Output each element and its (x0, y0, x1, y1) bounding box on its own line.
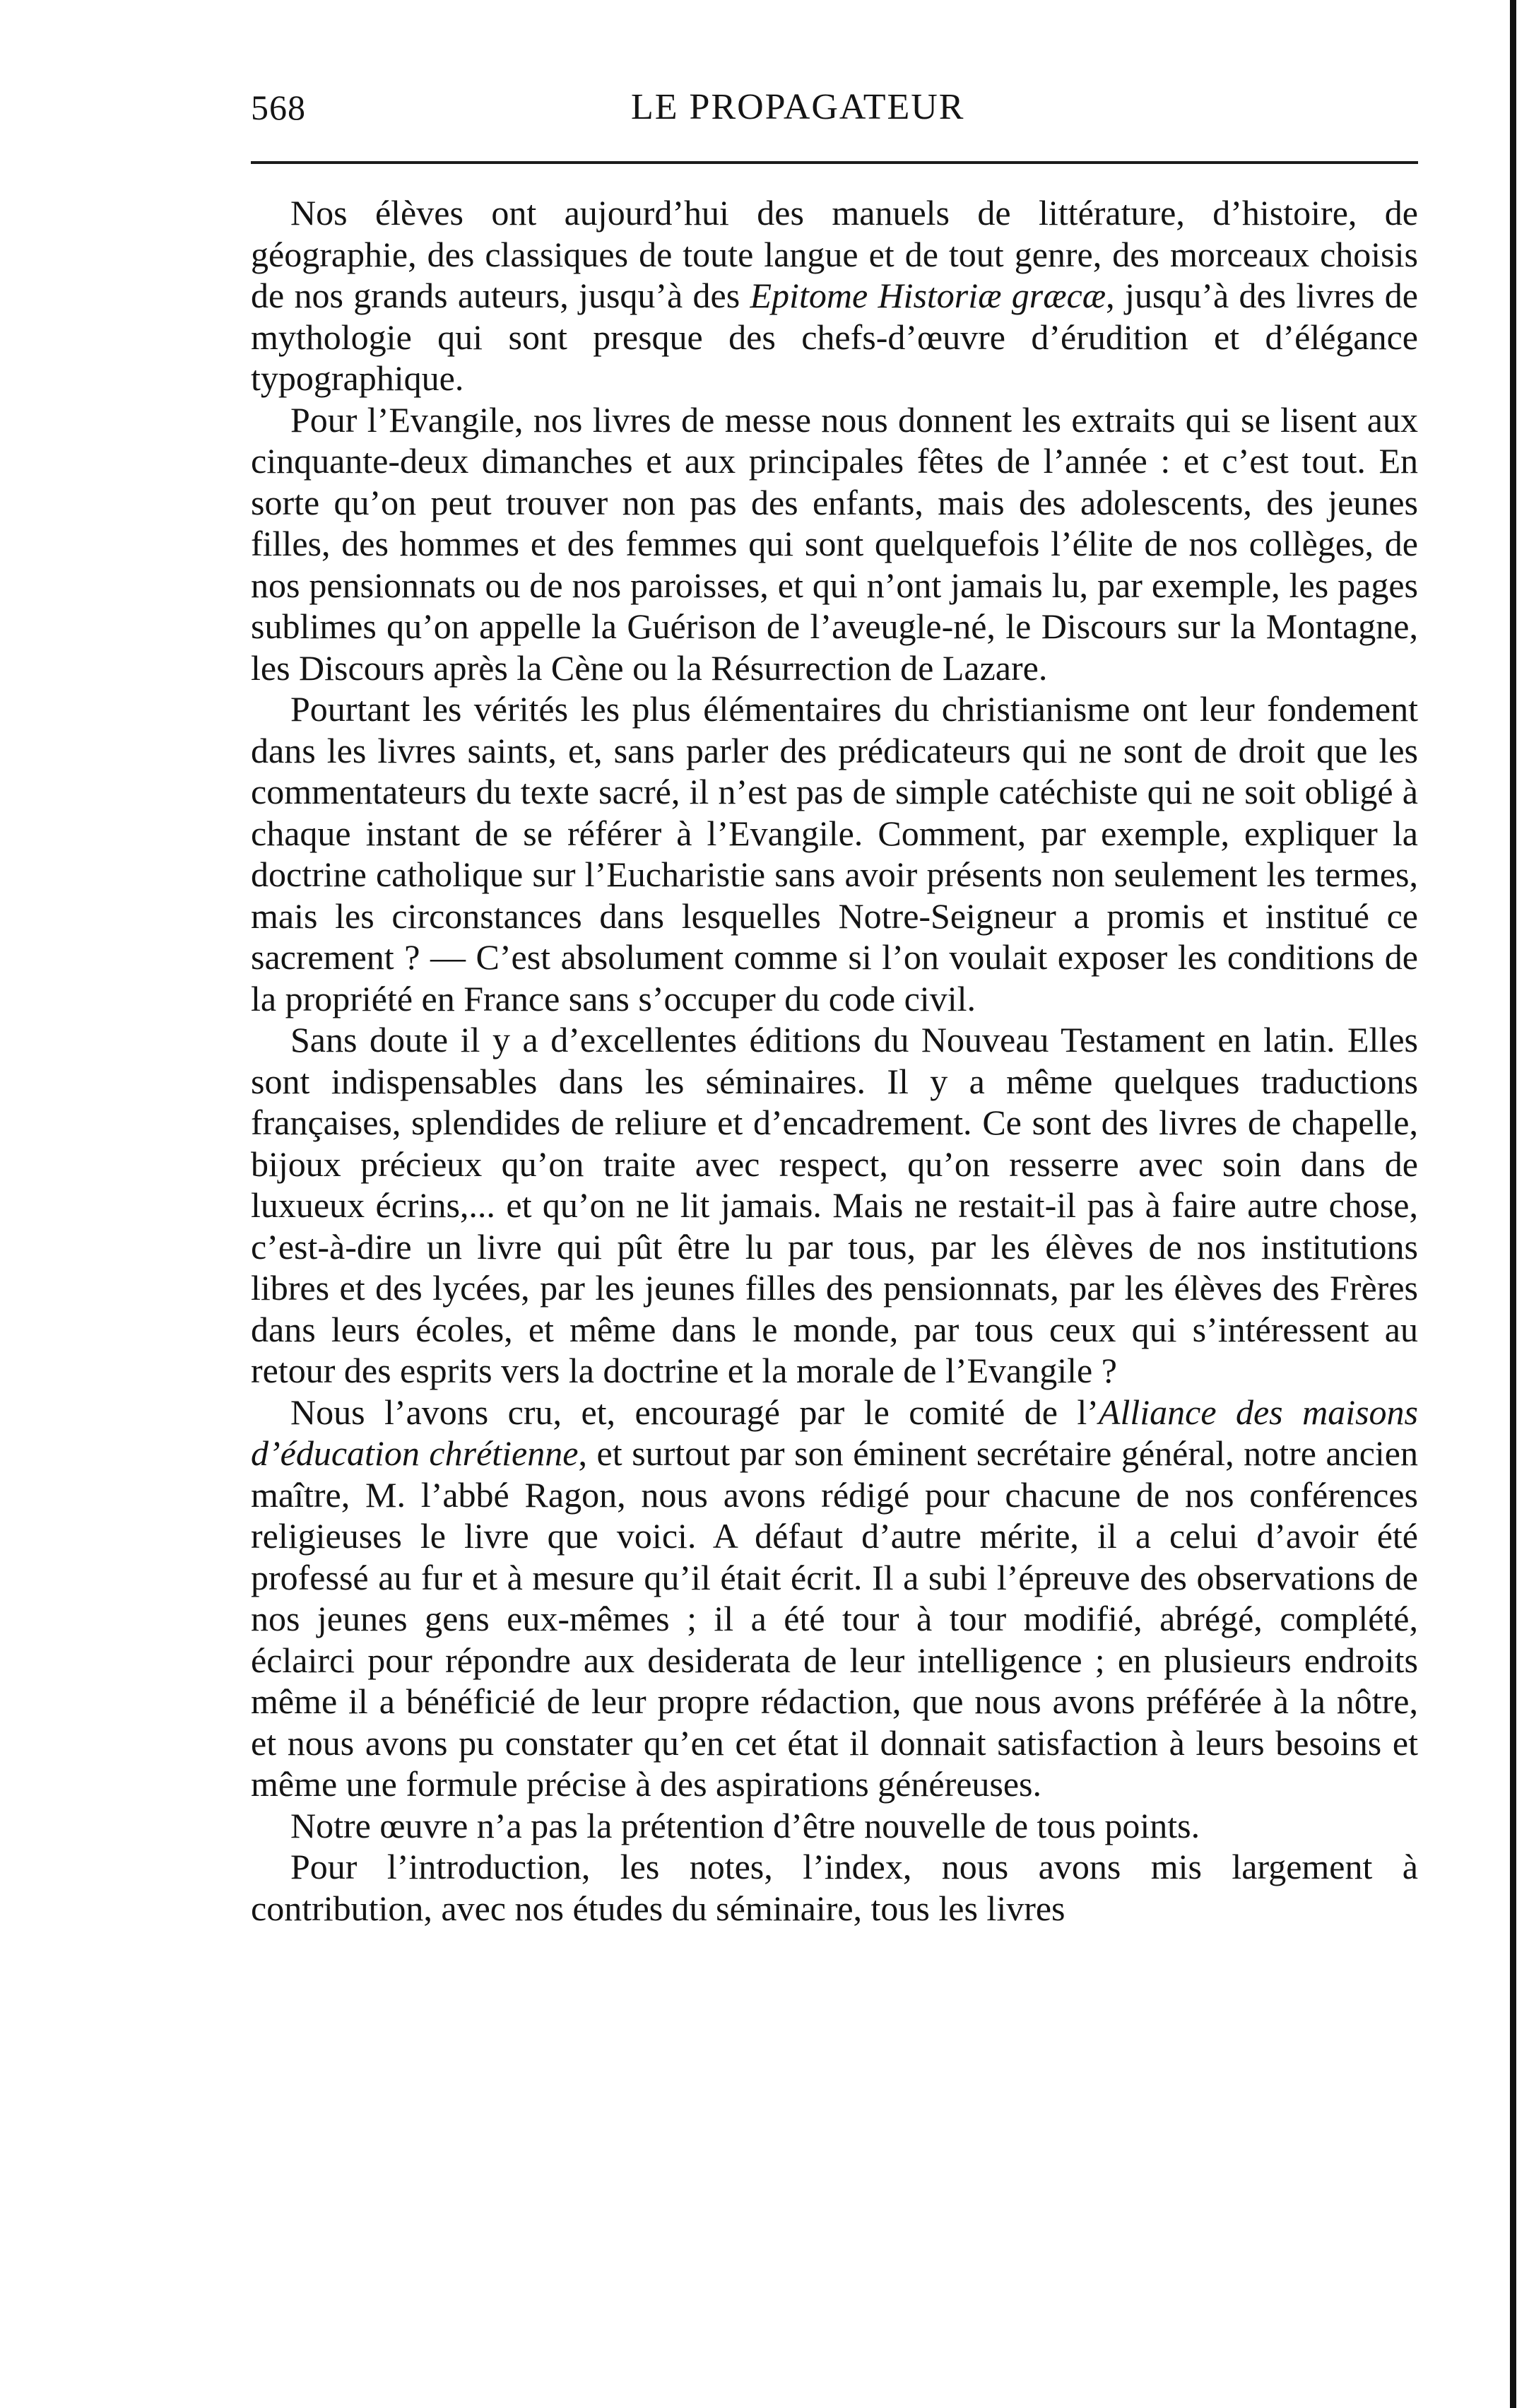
paragraph-1-text-a: Nos élèves ont aujourd’hui des manuels de littérature, d’histoire, de géographie, des classiques de toute langue et de tout genre, des morceaux choisis de nos grands auteurs, jusqu’à des (251, 193, 1418, 315)
paragraph-1-italic-title: Epitome Historiæ græcæ (750, 276, 1106, 315)
running-title: LE PROPAGATEUR (631, 87, 965, 127)
page-header (251, 79, 1417, 136)
paragraph-2: Pour l’Evangile, nos livres de messe nous donnent les extraits qui se lisent aux cinquante-deux dimanches et aux principales fêtes de l’année : et c’est tout. En sorte qu’on peut trouver non pas des enfants, mais des adolescents, des jeunes filles, des hommes et des femmes qui sont quelquefois l’élite de nos collèges, de nos pensionnats ou de nos paroisses, et qui n’ont jamais lu, par exemple, les pages sublimes qu’on appelle la Guérison de l’aveugle-né, le Discours sur la Montagne, les Discours après la Cène ou la Résurrection de Lazare. (251, 399, 1418, 688)
paragraph-6: Notre œuvre n’a pas la prétention d’être nouvelle de tous points. (290, 1805, 1200, 1845)
paragraph-5 (251, 1392, 1418, 1805)
paragraph-7: Pour l’introduction, les notes, l’index, nous avons mis largement à contribution, avec nos études du séminaire, tous les livres (251, 1847, 1418, 1928)
header-rule (251, 161, 1418, 164)
body-text (251, 192, 1418, 1929)
paragraph-5-text-a: Nous l’avons cru, et, encouragé par le comité de l’ (290, 1392, 1099, 1432)
page-number: 568 (251, 88, 306, 127)
paragraph-1-text-c: , jusqu’à des livres de mythologie qui sont presque des chefs-d’œuvre d’érudition et d’élégance typographique. (251, 276, 1418, 398)
paragraph-5-text-c: , et surtout par son éminent secrétaire général, notre ancien maître, M. l’abbé Ragon, nous avons rédigé pour chacune de nos conférences religieuses le livre que voici. A défaut d’autre mérite, il a celui d’avoir été professé au fur et à mesure qu’il était écrit. Il a subi l’épreuve des observations de nos jeunes gens eux-mêmes ; il a été tour à tour modifié, abrégé, complété, éclairci pour répondre aux desiderata de leur intelligence ; en plusieurs endroits même il a bénéficié de leur propre rédaction, que nous avons préférée à la nôtre, et nous avons pu constater qu’en cet état il donnait satisfaction à leurs besoins et même une formule précise à des aspirations généreuses. (251, 1433, 1418, 1804)
paragraph-3: Pourtant les vérités les plus élémentaires du christianisme ont leur fondement dans les livres saints, et, sans parler des prédicateurs qui ne sont de droit que les commentateurs du texte sacré, il n’est pas de simple catéchiste qui ne soit obligé à chaque instant de se référer à l’Evangile. Comment, par exemple, expliquer la doctrine catholique sur l’Eucharistie sans avoir présents non seulement les termes, mais les circonstances dans lesquelles Notre-Seigneur a promis et institué ce sacrement ? — C’est absolument comme si l’on voulait exposer les conditions de la propriété en France sans s’occuper du code civil. (251, 689, 1418, 1018)
paragraph-1 (251, 192, 1418, 399)
paragraph-5-italic-name: Alliance des maisons d’éducation chrétienne (251, 1392, 1418, 1473)
page-edge-shadow (1510, 0, 1516, 2408)
paragraph-4: Sans doute il y a d’excellentes éditions du Nouveau Testament en latin. Elles sont indispensables dans les séminaires. Il y a même quelques traductions françaises, splendides de reliure et d’encadrement. Ce sont des livres de chapelle, bijoux précieux qu’on traite avec respect, qu’on resserre avec soin dans de luxueux écrins,... et qu’on ne lit jamais. Mais ne restait-il pas à faire autre chose, c’est-à-dire un livre qui pût être lu par tous, par les élèves de nos institutions libres et des lycées, par les jeunes filles des pensionnats, par les élèves des Frères dans leurs écoles, et même dans le monde, par tous ceux qui s’intéressent au retour des esprits vers la doctrine et la morale de l’Evangile ? (251, 1020, 1418, 1390)
